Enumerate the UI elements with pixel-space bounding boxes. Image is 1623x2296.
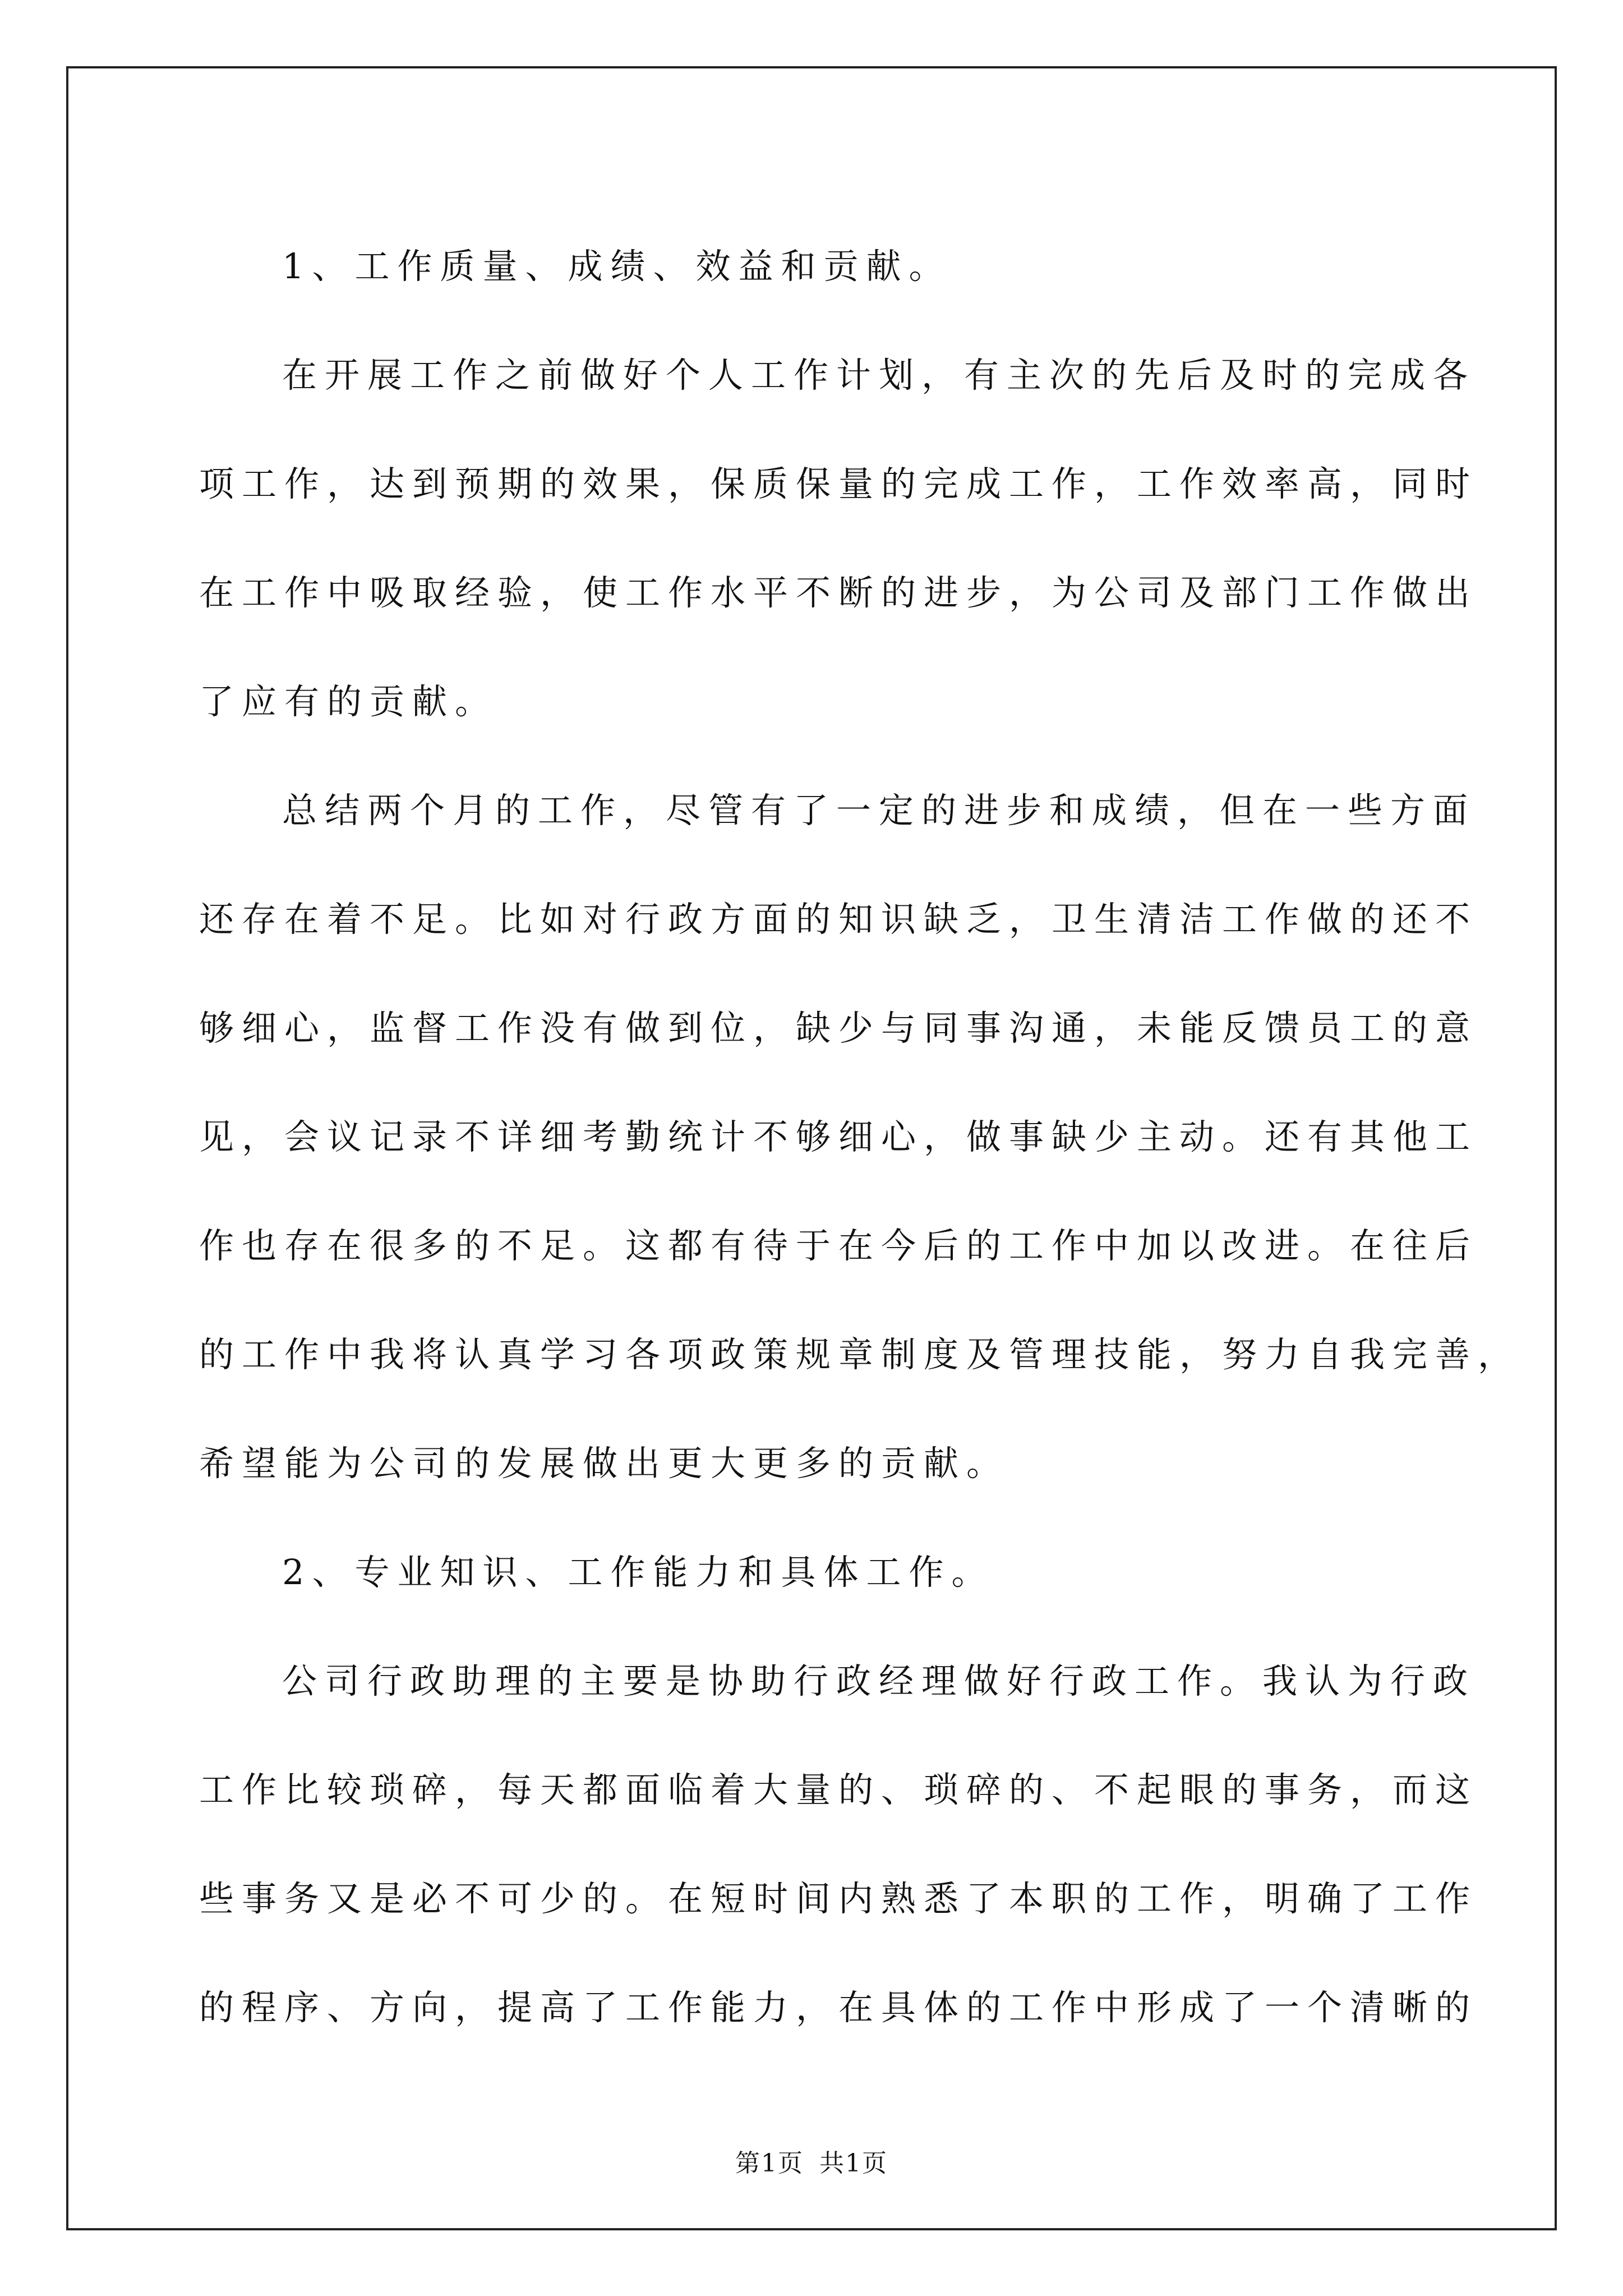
text-line: 项工作，达到预期的效果，保质保量的完成工作，工作效率高，同时	[199, 463, 1478, 504]
text-line: 的工作中我将认真学习各项政策规章制度及管理技能，努力自我完善，	[199, 1334, 1521, 1375]
text-line: 2、专业知识、工作能力和具体工作。	[282, 1552, 994, 1593]
text-line: 在开展工作之前做好个人工作计划，有主次的先后及时的完成各	[282, 355, 1476, 395]
text-line: 的程序、方向，提高了工作能力，在具体的工作中形成了一个清晰的	[199, 1987, 1478, 2028]
page-footer	[0, 2143, 1623, 2179]
text-line: 作也存在很多的不足。这都有待于在今后的工作中加以改进。在往后	[199, 1225, 1478, 1266]
text-line: 够细心，监督工作没有做到位，缺少与同事沟通，未能反馈员工的意	[199, 1007, 1478, 1048]
text-line: 在工作中吸取经验，使工作水平不断的进步，为公司及部门工作做出	[199, 572, 1478, 613]
page-number: 第1页	[735, 2149, 804, 2178]
text-line: 1、工作质量、成绩、效益和贡献。	[282, 246, 952, 287]
text-block	[199, 212, 1521, 2062]
text-line: 总结两个月的工作，尽管有了一定的进步和成绩，但在一些方面	[282, 790, 1476, 831]
text-line: 了应有的贡献。	[199, 681, 498, 722]
text-line: 些事务又是必不可少的。在短时间内熟悉了本职的工作，明确了工作	[199, 1878, 1478, 1919]
text-line: 还存在着不足。比如对行政方面的知识缺乏，卫生清洁工作做的还不	[199, 899, 1478, 940]
text-line: 希望能为公司的发展做出更大更多的贡献。	[199, 1443, 1009, 1484]
document-body	[199, 212, 1521, 2062]
text-line: 见，会议记录不详细考勤统计不够细心，做事缺少主动。还有其他工	[199, 1116, 1478, 1157]
text-line: 公司行政助理的主要是协助行政经理做好行政工作。我认为行政	[282, 1660, 1476, 1701]
page-total: 共1页	[819, 2149, 888, 2178]
text-line: 工作比较琐碎，每天都面临着大量的、琐碎的、不起眼的事务，而这	[199, 1769, 1478, 1810]
